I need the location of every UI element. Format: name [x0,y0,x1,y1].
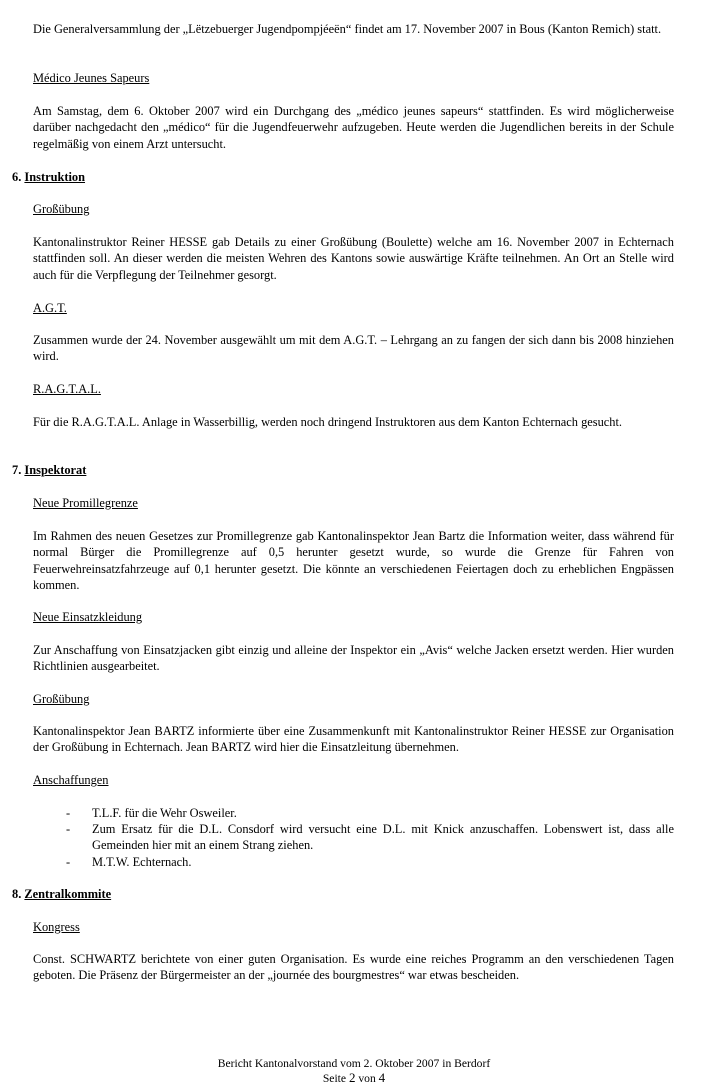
section-heading-zentralkommite [12,886,111,902]
section-title: Inspektorat [24,463,87,477]
list-item [66,854,674,870]
section-number: 8. [12,887,22,901]
subheading-agt: A.G.T. [33,301,67,315]
subheading-medico: Médico Jeunes Sapeurs [33,71,150,85]
footer [0,1057,708,1086]
list-item-text: T.L.F. für die Wehr Osweiler. [92,806,237,820]
paragraph-generalversammlung: Die Generalversammlung der „Lëtzebuerger Jugendpompjéeën“ findet am 17. November 2007 in Bous (Kanton Remich) statt. [33,22,662,36]
subheading-kongress: Kongress [33,920,80,934]
paragraph-grossuebung: Kantonalinstruktor Reiner HESSE gab Details zu einer Großübung (Boulette) welche am 16. November 2007 in Echternach stattfinden soll. An dieser werden die meisten Wehren des Kantons sowie auswärtige Kräfte teilnehmen. An Ort an Stelle wird auch für die Verpflegung der Teilnehmer gesorgt. [33,235,674,282]
paragraph-kongress: Const. SCHWARTZ berichtete von einer guten Organisation. Es wurde eine reiches Programm an den verschiedenen Tagen geboten. Die Präsenz der Bürgermeister an der „journée des bourgmestres“ war etwas bescheiden. [33,952,674,983]
paragraph-agt: Zusammen wurde der 24. November ausgewählt um mit dem A.G.T. – Lehrgang an zu fangen der sich dann bis 2008 hinziehen wird. [33,333,674,364]
paragraph-grossuebung-2: Kantonalinspektor Jean BARTZ informierte über eine Zusammenkunft mit Kantonalinstruktor Reiner HESSE zur Organisation der Großübung in Echternach. Jean BARTZ wird hier die Einsatzleitung übernehmen. [33,724,674,755]
page-current: 2 [348,1070,356,1085]
paragraph-medico: Am Samstag, dem 6. Oktober 2007 wird ein Durchgang des „médico jeunes sapeurs“ stattfinden. Es wird möglicherweise darüber nachgedacht den „médico“ für die Jugendfeuerwehr aufzugeben. Heute werden die Jugendlichen bereits in der Schule regelmäßig von einem Arzt untersucht. [33,104,674,151]
subheading-anschaffungen: Anschaffungen [33,773,109,787]
subheading-grossuebung: Großübung [33,202,90,216]
section-heading-inspektorat [12,462,86,478]
footer-report-line: Bericht Kantonalvorstand vom 2. Oktober 2007 in Berdorf [217,1057,491,1070]
list-dash: - [66,806,71,820]
section-number: 6. [12,170,22,184]
section-heading-instruktion [12,169,85,185]
list-dash: - [66,822,71,836]
page-total: 4 [378,1070,386,1085]
section-title: Instruktion [24,170,86,184]
paragraph-einsatzkleidung: Zur Anschaffung von Einsatzjacken gibt einzig und alleine der Inspektor ein „Avis“ welche Jacken ersetzt werden. Hier wurden Richtlinien ausgearbeitet. [33,643,674,674]
section-title: Zentralkommite [24,887,112,901]
list-item-text: Zum Ersatz für die D.L. Consdorf wird versucht eine D.L. mit Knick anzuschaffen. Lobenswert ist, dass alle Gemeinden hier mit an einem Strang ziehen. [92,822,674,853]
page-number [0,1071,708,1086]
subheading-einsatzkleidung: Neue Einsatzkleidung [33,610,143,624]
list-item [66,821,674,854]
subheading-grossuebung-2: Großübung [33,692,90,706]
list-dash: - [66,855,71,869]
page-of: von [358,1072,376,1085]
list-item-text: M.T.W. Echternach. [92,855,192,869]
list-item [66,805,674,821]
subheading-promillegrenze: Neue Promillegrenze [33,496,138,510]
page-prefix: Seite [322,1072,347,1085]
section-number: 7. [12,463,22,477]
paragraph-promillegrenze: Im Rahmen des neuen Gesetzes zur Promillegrenze gab Kantonalinspektor Jean Bartz die Information weiter, dass während für normal Bürger die Promillegrenze auf 0,5 herunter gesetzt wurde, so wurde die Grenze für Fahren von Feuerwehreinsatzfahrzeuge auf 0,1 herunter gesetzt. Die könnte an verschiedenen Feiertagen doch zu erheblichen Engpässen kommen. [33,529,674,593]
subheading-ragtal: R.A.G.T.A.L. [33,382,101,396]
paragraph-ragtal: Für die R.A.G.T.A.L. Anlage in Wasserbillig, werden noch dringend Instruktoren aus dem Kanton Echternach gesucht. [33,415,623,429]
